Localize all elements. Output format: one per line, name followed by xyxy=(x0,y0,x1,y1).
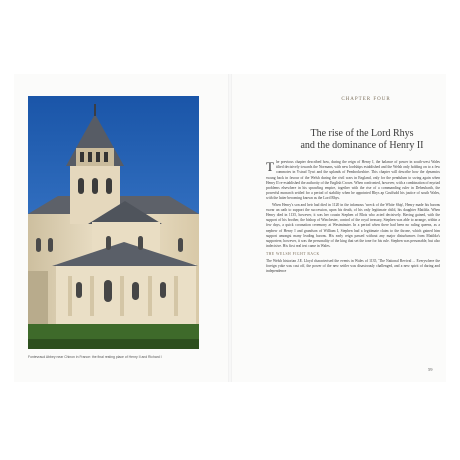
chapter-title xyxy=(272,128,452,152)
paragraph-1 xyxy=(266,160,440,202)
chapter-label: CHAPTER FOUR xyxy=(341,97,391,102)
section-subhead: THE WELSH FIGHT BACK xyxy=(266,252,320,257)
abbey-photo xyxy=(28,96,199,349)
paragraph-2: When Henry's son and heir had died in 1120 in the infamous 'wreck of the White Ship', Henry made his barons swear an oath to support the succession, upon his death, of his only legitimate child, his daughter Matilda. When Henry died in 1135, however, it was her cousin Stephen of Blois who acted decisively. Having gained, with the support of his brother, the bishop of Winchester, control of the royal treasury, Stephen was able to arrange, within a few days, a quick coronation ceremony at Westminster. In a period when there had been no ruling queens, as a nephew of Henry I and grandson of William I, Stephen had a legitimate claim to the throne, which gained him support amongst many leading barons. His early reign passed without any major disturbances from Matilda's supporters; however, it was the personality of the king that set the tone for his rule. Stephen was personable, but also indecisive. His first real test came in Wales. xyxy=(266,202,440,249)
paragraph-3: The Welsh historian J.E. Lloyd characterised the events in Wales of 1135, 'The National Revival ... Everywhere the foreign yoke was cast off, the power of the new settler was disastrously challenged, and a new spirit of daring and independence xyxy=(266,258,440,274)
title-line-2: and the dominance of Henry II xyxy=(300,140,424,151)
left-page xyxy=(14,74,228,382)
body-text xyxy=(266,160,440,275)
dropcap: T xyxy=(266,159,274,174)
right-page xyxy=(232,74,446,382)
book-spread xyxy=(14,74,446,382)
page-number: 59 xyxy=(428,367,433,372)
title-line-1: The rise of the Lord Rhys xyxy=(310,128,414,139)
photo-caption: Fontevraud Abbey near Chinon in France: the final resting place of Henry II and Richard I xyxy=(28,355,162,359)
paragraph-1-text: he previous chapter described how, during the reign of Henry I, the balance of power in south-west Wales tilted decisively towards the Normans, with new lordships established and the Welsh only holding on to a few commotes in Ystrad Tywi and the uplands of Pembrokeshire. This chapter will describe how the dynamics swung back in favour of the Welsh during the civil wars in England, only for the pendulum to swing again when Henry II re-established the authority of the English Crown. When confronted, however, with a combination of myriad problems elsewhere in his sprawling empire, together with the rise of a commanding ruler in Deheubarth, the powerful monarch settled for a period of stability when he appointed Rhys ap Gruffudd his justice of south Wales, with the latter becoming known as the Lord Rhys. xyxy=(266,160,440,201)
